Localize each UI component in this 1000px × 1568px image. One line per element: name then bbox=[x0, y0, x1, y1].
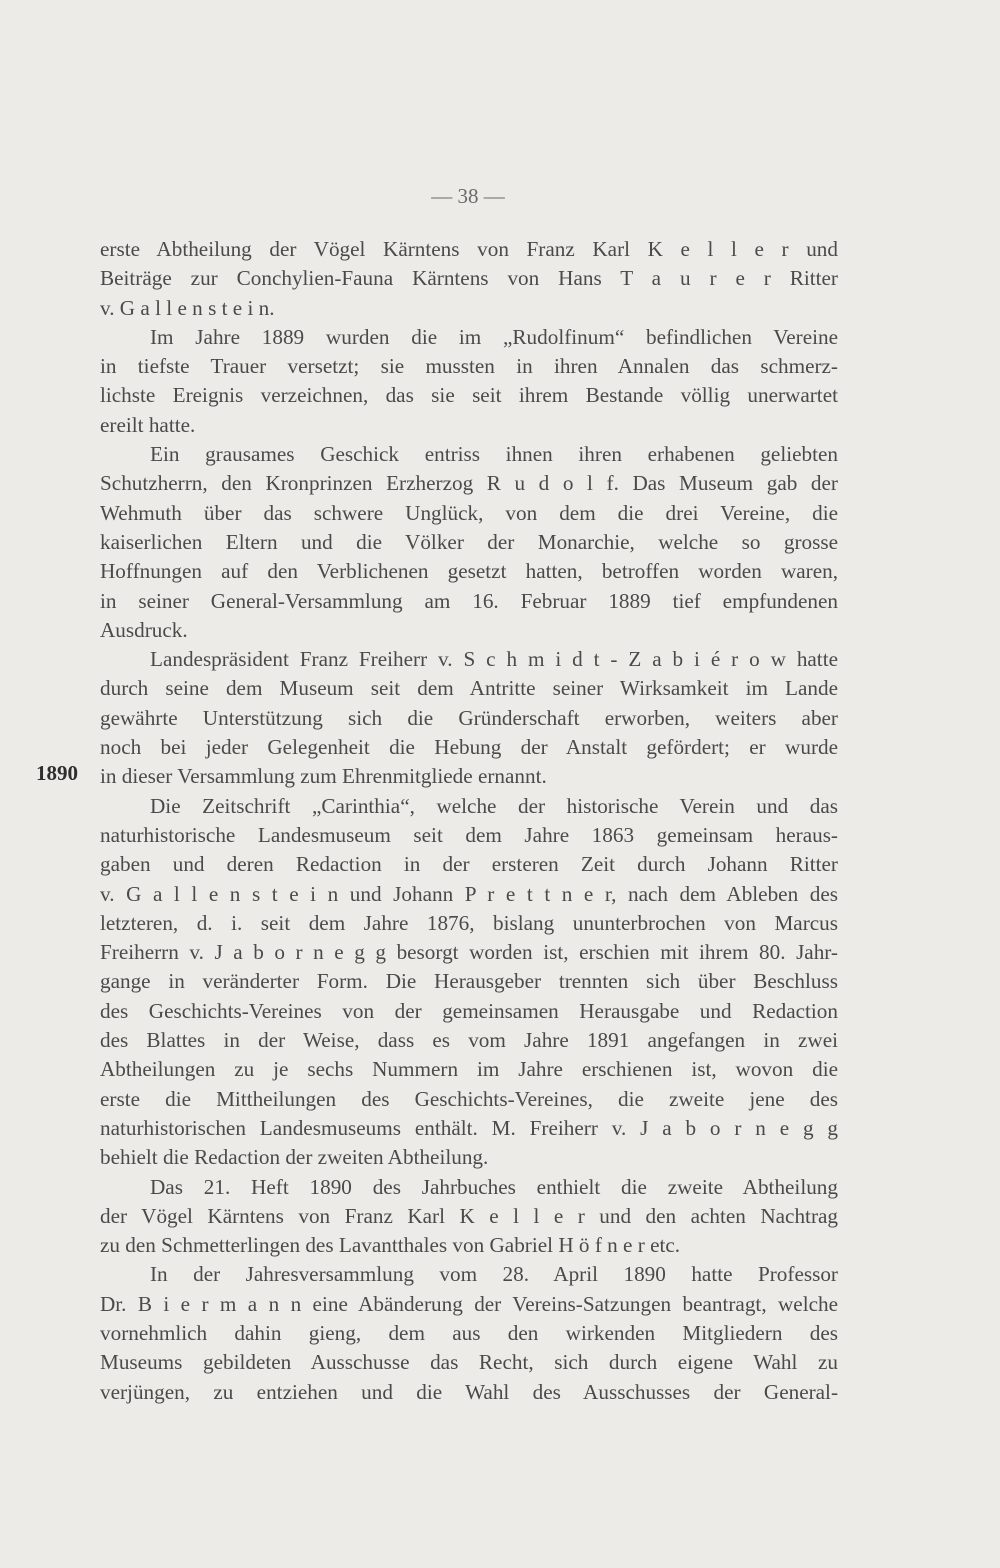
text-line: Hoffnungen auf den Verblichenen gesetzt hatten, betroffen worden waren, bbox=[100, 559, 838, 584]
text-line: in dieser Versammlung zum Ehrenmitgliede ernannt. bbox=[100, 764, 547, 789]
text-line: Beiträge zur Conchylien-Fauna Kärntens von Hans T a u r e r Ritter bbox=[100, 266, 838, 291]
text-line: Dr. B i e r m a n n eine Abänderung der Vereins-Satzungen beantragt, welche bbox=[100, 1291, 838, 1316]
year-marker: 1890 bbox=[36, 761, 78, 785]
text-line: verjüngen, zu entziehen und die Wahl des Ausschusses der General- bbox=[100, 1379, 838, 1404]
text-line: Schutzherrn, den Kronprinzen Erzherzog R u d o l f. Das Museum gab der bbox=[100, 471, 838, 496]
text-line: naturhistorischen Landesmuseums enthält. M. Freiherr v. J a b o r n e g g bbox=[100, 1115, 838, 1140]
text-line: gewährte Unterstützung sich die Gründerschaft erworben, weiters aber bbox=[100, 705, 838, 730]
text-line: naturhistorische Landesmuseum seit dem Jahre 1863 gemeinsam heraus- bbox=[100, 822, 838, 847]
text-line: Museums gebildeten Ausschusse das Recht, sich durch eigene Wahl zu bbox=[100, 1350, 838, 1375]
text-line: letzteren, d. i. seit dem Jahre 1876, bislang ununterbrochen von Marcus bbox=[100, 910, 838, 935]
text-line: durch seine dem Museum seit dem Antritte seiner Wirksamkeit im Lande bbox=[100, 676, 838, 701]
text-line: In der Jahresversammlung vom 28. April 1890 hatte Professor bbox=[150, 1262, 838, 1287]
text-line: Landespräsident Franz Freiherr v. S c h m i d t - Z a b i é r o w hatte bbox=[150, 647, 838, 672]
text-line: Freiherrn v. J a b o r n e g g besorgt worden ist, erschien mit ihrem 80. Jahr- bbox=[100, 940, 838, 965]
text-line: Abtheilungen zu je sechs Nummern im Jahre erschienen ist, wovon die bbox=[100, 1057, 838, 1082]
text-line: lichste Ereignis verzeichnen, das sie seit ihrem Bestande völlig unerwartet bbox=[100, 383, 838, 408]
text-line: erste die Mittheilungen des Geschichts-Vereines, die zweite jene des bbox=[100, 1086, 838, 1111]
text-line: des Geschichts-Vereines von der gemeinsamen Herausgabe und Redaction bbox=[100, 998, 838, 1023]
text-line: noch bei jeder Gelegenheit die Hebung der Anstalt gefördert; er wurde bbox=[100, 735, 838, 760]
text-line: in tiefste Trauer versetzt; sie mussten in ihren Annalen das schmerz- bbox=[100, 354, 838, 379]
text-line: Ein grausames Geschick entriss ihnen ihren erhabenen geliebten bbox=[150, 442, 838, 467]
text-line: des Blattes in der Weise, dass es vom Jahre 1891 angefangen in zwei bbox=[100, 1028, 838, 1053]
text-line: gange in veränderter Form. Die Herausgeber trennten sich über Beschluss bbox=[100, 969, 838, 994]
text-line: Ausdruck. bbox=[100, 617, 188, 642]
text-line: Das 21. Heft 1890 des Jahrbuches enthielt die zweite Abtheilung bbox=[150, 1174, 838, 1199]
text-line: kaiserlichen Eltern und die Völker der Monarchie, welche so grosse bbox=[100, 529, 838, 554]
text-line: erste Abtheilung der Vögel Kärntens von Franz Karl K e l l e r und bbox=[100, 237, 838, 261]
page-number: — 38 — bbox=[431, 184, 505, 208]
text-line: zu den Schmetterlingen des Lavantthales von Gabriel H ö f n e r etc. bbox=[100, 1233, 681, 1258]
text-line: v. G a l l e n s t e i n und Johann P r e t t n e r, nach dem Ableben des bbox=[100, 881, 838, 906]
text-line: vornehmlich dahin gieng, dem aus den wirkenden Mitgliedern des bbox=[100, 1320, 838, 1345]
text-line: Die Zeitschrift „Carinthia“, welche der historische Verein und das bbox=[150, 793, 838, 818]
text-line: behielt die Redaction der zweiten Abtheilung. bbox=[100, 1145, 489, 1170]
body-text bbox=[100, 235, 838, 1407]
text-line: gaben und deren Redaction in der ersteren Zeit durch Johann Ritter bbox=[100, 852, 838, 877]
text-line: v. G a l l e n s t e i n. bbox=[100, 295, 275, 320]
text-line: ereilt hatte. bbox=[100, 412, 196, 437]
text-line: Wehmuth über das schwere Unglück, von dem die drei Vereine, die bbox=[100, 500, 838, 525]
text-line: der Vögel Kärntens von Franz Karl K e l l e r und den achten Nachtrag bbox=[100, 1203, 838, 1228]
text-line: in seiner General-Versammlung am 16. Februar 1889 tief empfundenen bbox=[100, 588, 838, 613]
text-line: Im Jahre 1889 wurden die im „Rudolfinum“ befindlichen Vereine bbox=[150, 324, 838, 349]
